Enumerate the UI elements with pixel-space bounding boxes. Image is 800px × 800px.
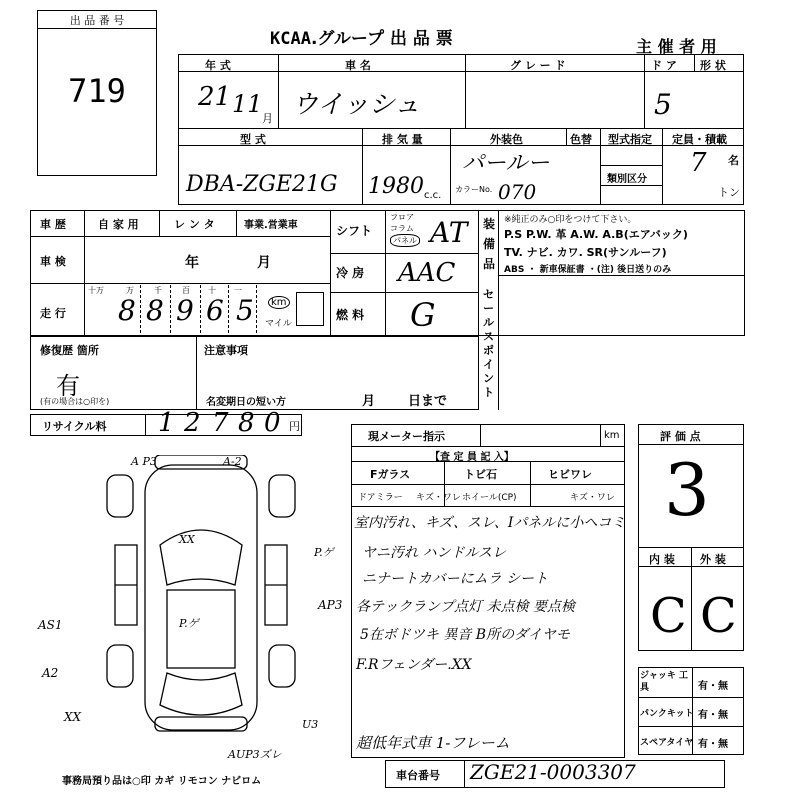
- wheel-label: ホイール(CP): [462, 493, 517, 503]
- equipment-line-2: TV. ナビ. カワ. SR(サンルーフ): [504, 246, 667, 259]
- mileage-digit: 9: [176, 294, 194, 327]
- car-name-label: 車 名: [345, 59, 371, 72]
- capacity-label: 定員・積載: [672, 133, 727, 146]
- name-change-month: 月: [362, 394, 376, 409]
- diagram-label: AS1: [38, 618, 63, 632]
- diagram-label: A2: [42, 666, 59, 680]
- diagram-label: A P3: [131, 455, 157, 468]
- model-value: DBA-ZGE21G: [186, 172, 338, 197]
- front-right-wheel: [269, 475, 295, 517]
- recycle-digit: 2: [184, 408, 201, 438]
- digit-label: 十万: [88, 286, 104, 295]
- organizer-label: 主 催 者 用: [636, 37, 717, 56]
- diagram-label: AUP3ズレ: [228, 748, 282, 761]
- diagram-label: U3: [302, 718, 319, 731]
- mileage-digit: 8: [118, 294, 136, 327]
- tool-label: スペアタイヤ: [640, 738, 694, 748]
- tool-label: パンクキット: [640, 709, 694, 719]
- tool-options: 有・無: [698, 681, 728, 692]
- exterior-label: 外 装: [700, 553, 726, 566]
- mileage-digit: 8: [146, 294, 164, 327]
- lot-number: 719: [68, 72, 126, 110]
- shape-label: 形 状: [700, 59, 726, 72]
- chassis-number-label: 車台番号: [396, 769, 440, 782]
- repair-history-sub: (有の場合は○印を): [40, 397, 110, 406]
- glass-chip-label: トビ石: [464, 468, 497, 481]
- ac-value: AAC: [398, 258, 456, 288]
- mileage-extra-box: [296, 292, 324, 326]
- model-designation-label: 型式指定: [608, 133, 652, 146]
- ton-unit: トン: [718, 186, 740, 199]
- tool-options: 有・無: [698, 710, 728, 721]
- diagram-label: A-2: [223, 455, 242, 468]
- front-left-wheel: [107, 475, 133, 517]
- inspection-label: 車 検: [40, 255, 66, 268]
- mirror-label: ドアミラー: [358, 493, 403, 503]
- repair-history-value: 有: [56, 372, 80, 400]
- inspector-comment: 5在ボドツキ 異音 B所のダイヤモ: [360, 627, 570, 643]
- digit-label: 百: [182, 286, 190, 295]
- lot-number-label: 出 品 番 号: [69, 14, 125, 27]
- digit-label: 万: [126, 286, 134, 295]
- recycle-fee-label: リサイクル料: [42, 420, 107, 433]
- month-value: 11: [232, 90, 263, 118]
- business-label: 事業.営業車: [244, 220, 298, 231]
- shift-option: パネル: [390, 234, 420, 247]
- inspector-comment: 各テックランプ点灯 未点検 要点検: [356, 599, 575, 615]
- exterior-color-value: パールー: [462, 151, 550, 176]
- recycle-digit: 8: [238, 408, 255, 438]
- diagram-label: AP3: [318, 598, 343, 612]
- equipment-line-3: ABS ・ 新車保証書 ・(注) 後日送りのみ: [504, 265, 672, 275]
- interior-label: 内 装: [649, 553, 675, 566]
- tool-label: ジャッキ 工 具: [640, 671, 688, 693]
- cc-unit: c.c.: [424, 190, 442, 201]
- inspector-comment: 室内汚れ、キズ、スレ、Iパネルに小ヘコミ: [354, 515, 626, 531]
- fuel-label: 燃 料: [336, 308, 365, 322]
- wheel-options: キズ・ワレ: [570, 493, 615, 503]
- name-change-label: 名変期日の短い方: [206, 397, 286, 408]
- form-title: [270, 24, 453, 49]
- mirror-options: キズ・ワレ: [416, 493, 461, 503]
- displacement-label: 排 気 量: [382, 133, 423, 146]
- year-label: 年 式: [205, 59, 231, 72]
- shift-option: フロア: [390, 213, 414, 222]
- mileage-digit: 6: [206, 294, 224, 327]
- color-no-value: 070: [498, 180, 537, 204]
- capacity-value: 7: [690, 148, 707, 178]
- digit-label: 千: [154, 286, 162, 295]
- interior-score: C: [650, 588, 687, 644]
- rear-window: [160, 673, 242, 715]
- meter-reading-label: 現メーター指示: [368, 430, 445, 443]
- grade-label: グ レ ー ド: [510, 59, 566, 72]
- tool-options: 有・無: [698, 739, 728, 750]
- color-no-label: カラーNo.: [455, 185, 493, 194]
- recycle-digit: 1: [158, 408, 175, 438]
- inspector-entry-label: 【査 定 員 記 入】: [430, 452, 514, 463]
- door-value: 5: [654, 88, 672, 121]
- inspection-month-unit: 月: [257, 255, 271, 271]
- glass-crack-label: ヒビワレ: [548, 468, 592, 481]
- recycle-digit: 7: [212, 408, 229, 438]
- displacement-value: 1980: [368, 174, 424, 199]
- windshield: [160, 530, 242, 585]
- mileage-label: 走 行: [40, 307, 66, 320]
- roof: [167, 590, 235, 668]
- digit-label: 一: [234, 286, 242, 295]
- form-title-text: .グループ 出 品 票: [310, 29, 453, 49]
- rating-label: 評 価 点: [660, 430, 701, 443]
- car-name-value: ウイッシュ: [292, 90, 421, 120]
- capacity-unit: 名: [728, 154, 739, 167]
- shift-option: コラム: [390, 224, 414, 233]
- meter-km-unit: km: [604, 430, 620, 441]
- diagram-label: XX: [179, 533, 195, 546]
- notes-label: 注意事項: [204, 344, 248, 357]
- recycle-digit: 0: [264, 408, 281, 438]
- digit-label: 十: [208, 286, 216, 295]
- month-unit: 月: [262, 112, 273, 125]
- rear-right-wheel: [269, 645, 295, 687]
- km-unit: km: [268, 296, 290, 309]
- inspector-comment: F.Rフェンダー.XX: [356, 657, 472, 673]
- inspector-comment: ヤニ汚れ ハンドルスレ: [362, 545, 507, 561]
- model-label: 型 式: [240, 133, 266, 146]
- shift-value: AT: [430, 216, 468, 249]
- repair-history-label: 修復歴 箇所: [40, 344, 99, 357]
- sale-point-label: セールスポイント: [483, 288, 494, 399]
- chassis-number-value: ZGE21-0003307: [470, 760, 636, 784]
- shift-label: シフト: [336, 224, 373, 238]
- diagram-label: XX: [64, 710, 82, 724]
- color-change-label: 色替: [570, 133, 592, 146]
- equipment-note: ※純正のみ○印をつけて下さい。: [504, 215, 637, 225]
- diagram-label: P.ゲ: [179, 617, 199, 630]
- diagram-label: P.ゲ: [314, 546, 334, 559]
- glass-label: Fガラス: [370, 468, 411, 481]
- door-label: ド ア: [651, 59, 677, 72]
- exterior-color-label: 外装色: [490, 133, 523, 146]
- mileage-digit: 5: [236, 294, 254, 327]
- recycle-yen: 円: [289, 420, 300, 433]
- history-label: 車 歴: [40, 218, 66, 231]
- exterior-score: C: [700, 588, 737, 644]
- year-value: 21: [198, 82, 232, 112]
- inspector-comment: ニナートカバーにムラ シート: [362, 571, 549, 587]
- mile-unit: マイル: [265, 319, 292, 329]
- rear-bumper: [155, 717, 247, 731]
- ac-label: 冷 房: [336, 266, 365, 280]
- rental-label: レ ン タ: [174, 218, 215, 231]
- car-damage-diagram: [95, 455, 310, 755]
- equipment-label: 装 備 品: [483, 217, 496, 271]
- equipment-line-1: P.S P.W. 革 A.W. A.B(エアバック): [504, 228, 688, 241]
- name-change-day: 日まで: [408, 394, 448, 409]
- fuel-value: G: [410, 296, 436, 334]
- category-label: 類別区分: [607, 174, 647, 185]
- inspector-comment: 超低年式車 1-フレーム: [356, 734, 510, 752]
- car-outline: [145, 465, 257, 730]
- private-use-label: 自 家 用: [98, 218, 139, 231]
- office-items-note: 事務局預り品は○印 カギ リモコン ナビロム: [62, 776, 262, 787]
- brand-logo: KCAA: [270, 29, 311, 49]
- rear-left-wheel: [107, 645, 133, 687]
- inspection-year-unit: 年: [185, 255, 199, 271]
- rating-value: 3: [664, 448, 710, 532]
